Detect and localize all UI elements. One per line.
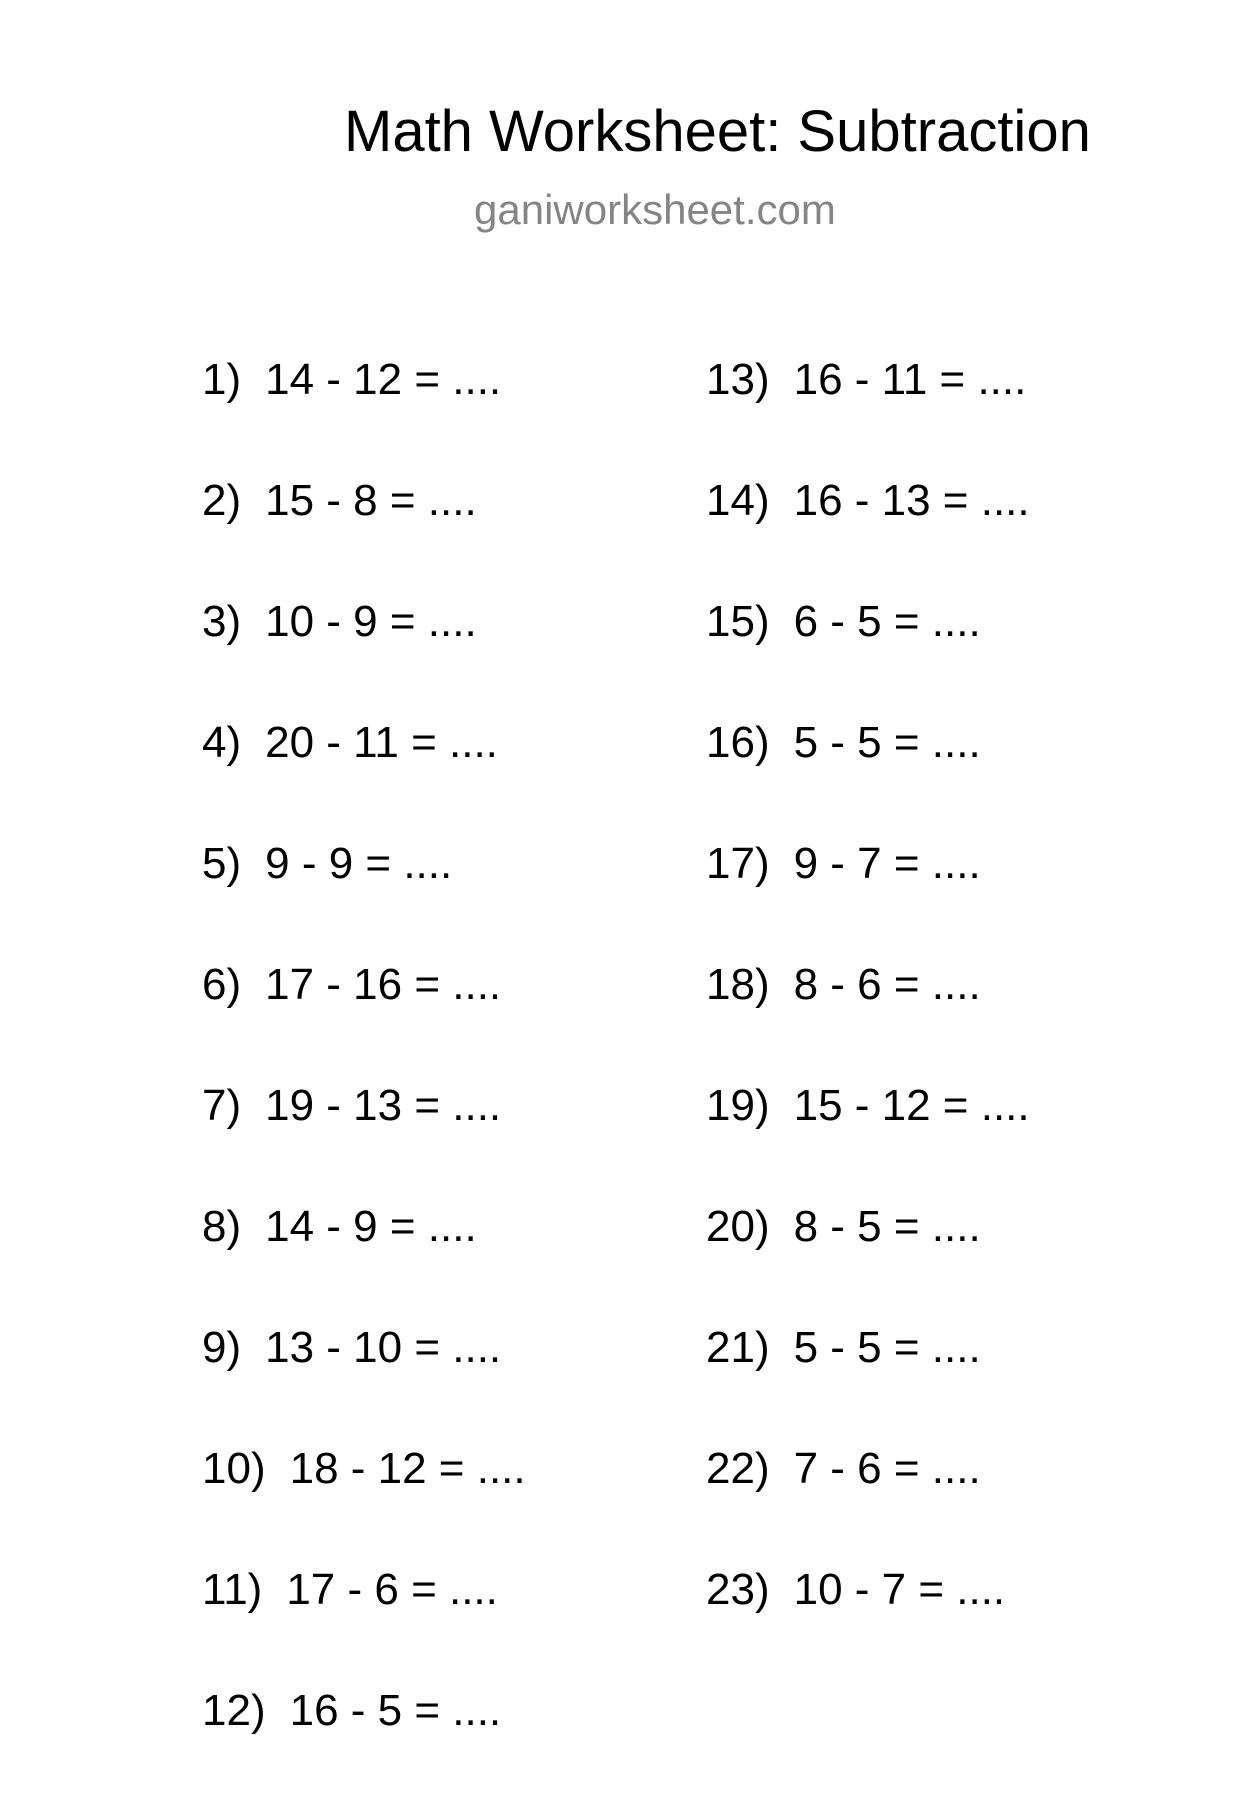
problem-expression: 8 - 6 = .... — [793, 960, 981, 1009]
problem-number: 14) — [706, 476, 770, 525]
problem-item — [202, 1444, 526, 1565]
problem-expression: 15 - 12 = .... — [793, 1081, 1030, 1130]
problem-expression: 14 - 12 = .... — [265, 355, 502, 404]
problem-item — [706, 476, 1030, 597]
problem-expression: 20 - 11 = .... — [265, 718, 498, 767]
problem-expression: 5 - 5 = .... — [793, 1323, 981, 1372]
problem-expression: 14 - 9 = .... — [265, 1202, 477, 1251]
problem-expression: 16 - 13 = .... — [793, 476, 1030, 525]
problem-expression: 9 - 7 = .... — [793, 839, 981, 888]
problem-expression: 13 - 10 = .... — [265, 1323, 502, 1372]
problem-item — [706, 1565, 1030, 1686]
problem-number: 22) — [706, 1444, 770, 1493]
problem-number: 18) — [706, 960, 770, 1009]
problem-column-right — [706, 355, 1030, 1686]
problem-item — [706, 1202, 1030, 1323]
problem-item — [202, 1686, 526, 1807]
problem-item — [202, 839, 526, 960]
problem-expression: 8 - 5 = .... — [793, 1202, 981, 1251]
problem-expression: 10 - 9 = .... — [265, 597, 477, 646]
problem-expression: 17 - 16 = .... — [265, 960, 502, 1009]
problem-item — [202, 718, 526, 839]
problem-item — [706, 597, 1030, 718]
problem-expression: 5 - 5 = .... — [793, 718, 981, 767]
problem-item — [706, 960, 1030, 1081]
problem-number: 9) — [202, 1323, 242, 1372]
problem-number: 13) — [706, 355, 770, 404]
problem-number: 4) — [202, 718, 242, 767]
problem-number: 8) — [202, 1202, 242, 1251]
problem-number: 7) — [202, 1081, 242, 1130]
problem-number: 11) — [202, 1565, 263, 1614]
problem-expression: 6 - 5 = .... — [793, 597, 981, 646]
problem-expression: 16 - 11 = .... — [793, 355, 1027, 404]
problem-number: 15) — [706, 597, 770, 646]
problem-item — [706, 1081, 1030, 1202]
problem-number: 21) — [706, 1323, 770, 1372]
problem-number: 20) — [706, 1202, 770, 1251]
problem-item — [202, 1565, 526, 1686]
problem-expression: 16 - 5 = .... — [289, 1686, 502, 1735]
problem-expression: 19 - 13 = .... — [265, 1081, 502, 1130]
problem-expression: 18 - 12 = .... — [289, 1444, 526, 1493]
problem-number: 6) — [202, 960, 242, 1009]
problem-number: 1) — [202, 355, 242, 404]
problem-item — [202, 1323, 526, 1444]
problem-item — [202, 476, 526, 597]
problem-item — [706, 718, 1030, 839]
page-subtitle: ganiworksheet.com — [474, 186, 836, 233]
problem-number: 5) — [202, 839, 242, 888]
problem-number: 10) — [202, 1444, 266, 1493]
problem-number: 3) — [202, 597, 242, 646]
problem-number: 16) — [706, 718, 770, 767]
problem-item — [706, 355, 1030, 476]
problem-item — [202, 1081, 526, 1202]
problem-item — [202, 1202, 526, 1323]
problem-expression: 7 - 6 = .... — [793, 1444, 981, 1493]
problem-item — [202, 597, 526, 718]
problem-column-left — [202, 355, 526, 1807]
problem-expression: 10 - 7 = .... — [793, 1565, 1006, 1614]
page-title: Math Worksheet: Subtraction — [344, 99, 1091, 164]
problem-item — [706, 1444, 1030, 1565]
problem-expression: 17 - 6 = .... — [286, 1565, 498, 1614]
problem-number: 19) — [706, 1081, 770, 1130]
problem-number: 17) — [706, 839, 770, 888]
problem-expression: 9 - 9 = .... — [265, 839, 453, 888]
problem-item — [706, 1323, 1030, 1444]
problem-number: 2) — [202, 476, 242, 525]
problem-number: 12) — [202, 1686, 266, 1735]
problem-expression: 15 - 8 = .... — [265, 476, 477, 525]
problem-number: 23) — [706, 1565, 770, 1614]
problem-item — [706, 839, 1030, 960]
problem-item — [202, 960, 526, 1081]
problem-item — [202, 355, 526, 476]
